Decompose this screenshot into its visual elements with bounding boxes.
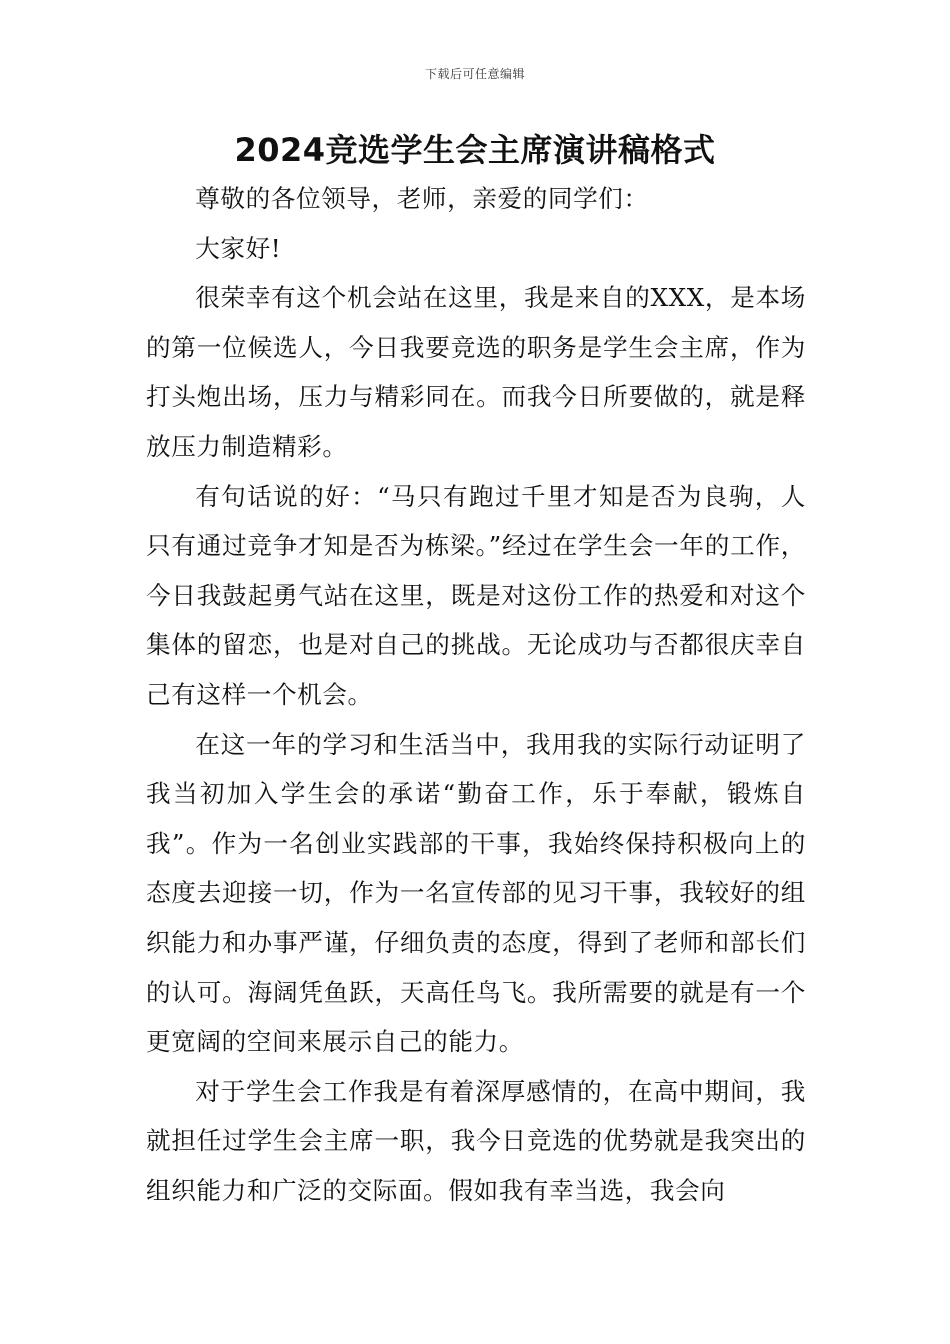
body-paragraph-3: 在这一年的学习和生活当中，我用我的实际行动证明了我当初加入学生会的承诺“勤奋工作，乐于奉献，锻炼自我”。作为一名创业实践部的干事，我始终保持积极向上的态度去迎接一切，作为一名宣传部的见习干事，我较好的组织能力和办事严谨，仔细负责的态度，得到了老师和部长们的认可。海阔凭鱼跃，天高任鸟飞。我所需要的就是有一个更宽阔的空间来展示自己的能力。	[146, 729, 806, 1057]
greeting: 大家好!	[195, 233, 282, 263]
body-paragraph-4: 对于学生会工作我是有着深厚感情的，在高中期间，我就担任过学生会主席一职，我今日竞选的优势就是我突出的组织能力和广泛的交际面。假如我有幸当选，我会向	[146, 1076, 806, 1205]
body-paragraph-2: 有句话说的好：“马只有跑过千里才知是否为良驹，人只有通过竞争才知是否为栋梁。”经过在学生会一年的工作，今日我鼓起勇气站在这里，既是对这份工作的热爱和对这个集体的留恋，也是对自己的挑战。无论成功与否都很庆幸自己有这样一个机会。	[146, 481, 806, 709]
document-body	[146, 174, 806, 1215]
body-paragraph-1: 很荣幸有这个机会站在这里，我是来自的XXX，是本场的第一位候选人，今日我要竞选的职务是学生会主席，作为打头炮出场，压力与精彩同在。而我今日所要做的，就是释放压力制造精彩。	[146, 283, 806, 461]
document-title: 2024竞选学生会主席演讲稿格式	[234, 131, 716, 169]
header-note: 下载后可任意编辑	[424, 67, 525, 81]
salutation: 尊敬的各位领导，老师，亲爱的同学们：	[195, 184, 649, 213]
